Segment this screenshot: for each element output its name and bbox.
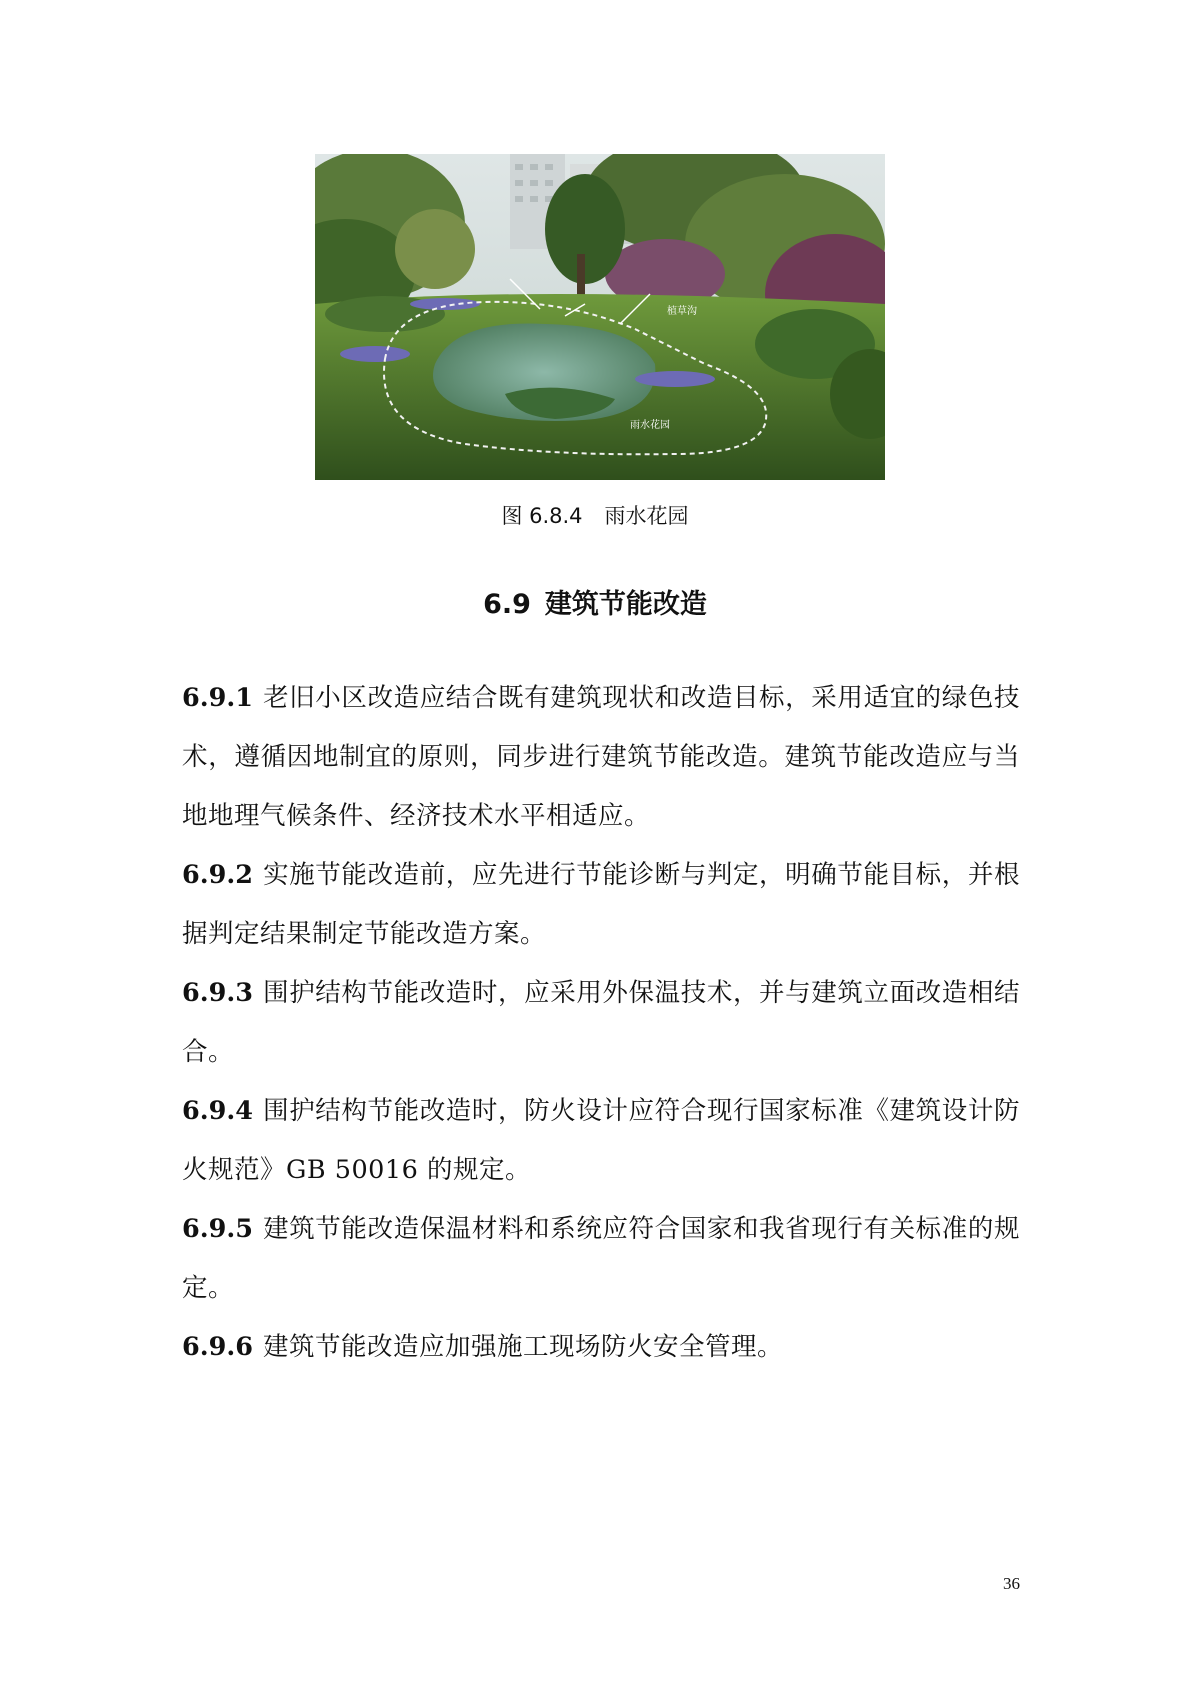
- figure-caption: [0, 500, 1190, 530]
- section-number: 6.9: [483, 589, 531, 620]
- clause-number: 6.9.4: [182, 1096, 253, 1126]
- page-number: 36: [1003, 1574, 1020, 1593]
- clause-6-9-1: [182, 669, 1020, 846]
- clause-text: 围护结构节能改造时，应采用外保温技术，并与建筑立面改造相结合。: [182, 978, 1020, 1067]
- clause-text: 实施节能改造前，应先进行节能诊断与判定，明确节能目标，并根据判定结果制定节能改造方案。: [182, 860, 1020, 949]
- section-heading: [0, 582, 1190, 621]
- clause-text: 建筑节能改造保温材料和系统应符合国家和我省现行有关标准的规定。: [182, 1214, 1020, 1303]
- figure-number: 图 6.8.4: [501, 504, 583, 528]
- rain-garden-photo: [315, 154, 885, 480]
- rain-garden-illustration: [315, 154, 885, 480]
- clauses-body: [182, 669, 1020, 1377]
- swale-label: 植草沟: [667, 306, 697, 317]
- clause-6-9-6: [182, 1318, 1020, 1377]
- clause-number: 6.9.5: [182, 1214, 253, 1244]
- clause-6-9-2: [182, 846, 1020, 964]
- clause-text: 老旧小区改造应结合既有建筑现状和改造目标，采用适宜的绿色技术，遵循因地制宜的原则，同步进行建筑节能改造。建筑节能改造应与当地地理气候条件、经济技术水平相适应。: [182, 683, 1020, 831]
- clause-6-9-5: [182, 1200, 1020, 1318]
- clause-6-9-3: [182, 964, 1020, 1082]
- clause-text: 建筑节能改造应加强施工现场防火安全管理。: [262, 1332, 783, 1362]
- clause-number: 6.9.1: [182, 683, 253, 713]
- clause-text: 围护结构节能改造时，防火设计应符合现行国家标准《建筑设计防火规范》GB 50016 的规定。: [182, 1096, 1020, 1185]
- clause-number: 6.9.3: [182, 978, 253, 1008]
- clause-number: 6.9.2: [182, 860, 253, 890]
- figure-title: 雨水花园: [604, 504, 689, 528]
- rain-garden-label: 雨水花园: [630, 420, 670, 431]
- clause-number: 6.9.6: [182, 1332, 253, 1362]
- section-title: 建筑节能改造: [544, 589, 707, 620]
- clause-6-9-4: [182, 1082, 1020, 1200]
